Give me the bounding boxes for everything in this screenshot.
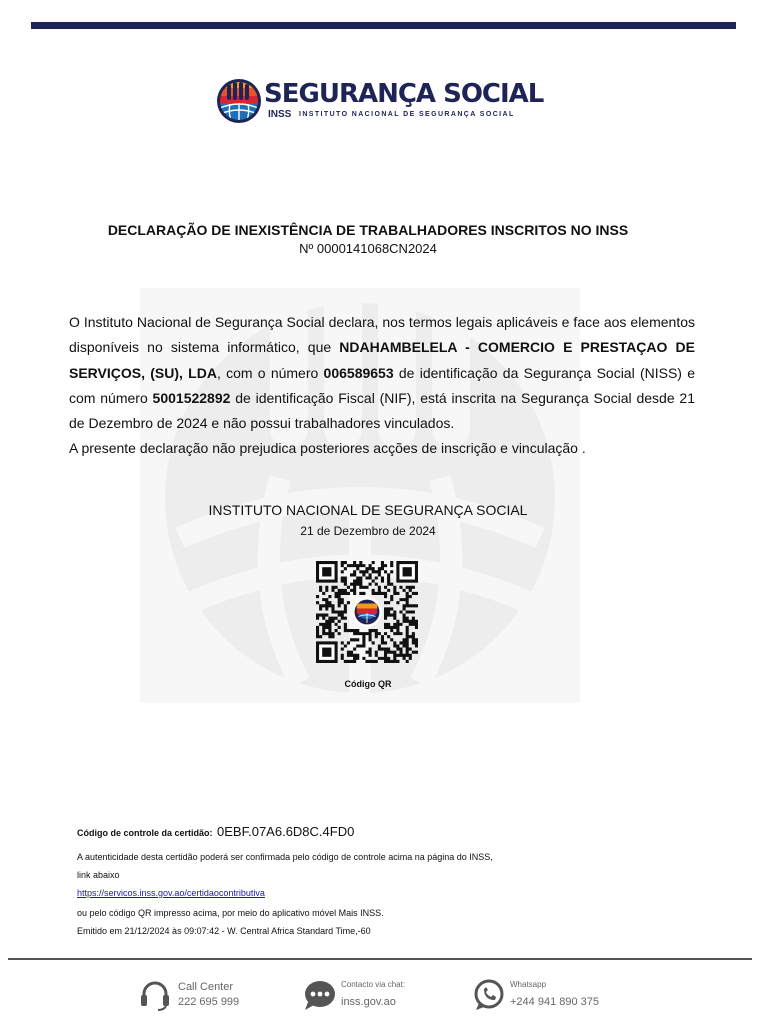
contact-value: 222 695 999	[178, 996, 240, 1008]
inss-logo	[216, 78, 546, 126]
contact-title: Contacto via chat:	[341, 980, 406, 989]
qr-label: Código QR	[344, 679, 392, 689]
verification-link[interactable]: https://servicos.inss.gov.ao/certidaocontributiva	[77, 888, 265, 898]
inss-emblem-icon	[216, 78, 262, 124]
contact-whatsapp	[472, 978, 612, 1012]
qr-instruction-line: ou pelo código QR impresso acima, por meio do aplicativo móvel Mais INSS.	[77, 908, 384, 918]
brand-title: SEGURANÇA SOCIAL	[264, 79, 544, 109]
auth-line-2: link abaixo	[77, 870, 120, 880]
declaration-body	[69, 310, 695, 462]
document-title: DECLARAÇÃO DE INEXISTÊNCIA DE TRABALHADORES INSCRITOS NO INSS	[107, 222, 629, 238]
emitted-line: Emitido em 21/12/2024 às 09:07:42 - W. Central Africa Standard Time,-60	[77, 926, 371, 936]
company-name: NDAHAMBELELA - COMERCIO E PRESTAÇAO DE SERVIÇOS, (SU), LDA	[69, 339, 695, 381]
control-code-value: 0EBF.07A6.6D8C.4FD0	[217, 824, 355, 839]
contact-chat	[302, 978, 432, 1012]
body-text-4: de identificação Fiscal (NIF), está inscrita na Segurança Social desde 21 de Dezembro de 2024 e não possui trabalhadores vinculados.	[69, 389, 696, 432]
body-text-2: , com o número	[216, 364, 324, 381]
chat-icon	[302, 978, 336, 1012]
body-text-1: O Instituto Nacional de Segurança Social declara, nos termos legais aplicáveis e face aos elementos disponíveis no sistema informático, que	[69, 314, 695, 356]
contact-call-center	[138, 978, 268, 1012]
footer-divider	[8, 958, 752, 960]
auth-line-1: A autenticidade desta certidão poderá ser confirmada pelo código de controle acima na página do INSS,	[77, 852, 493, 862]
control-code-line	[77, 824, 354, 839]
top-bar	[31, 22, 736, 29]
contact-value[interactable]: inss.gov.ao	[341, 996, 396, 1008]
issue-date: 21 de Dezembro de 2024	[300, 524, 436, 538]
issuing-organization: INSTITUTO NACIONAL DE SEGURANÇA SOCIAL	[208, 502, 528, 518]
body-text-3: de identificação da Segurança Social (NISS) e com número	[69, 364, 695, 406]
contact-title: Call Center	[178, 981, 234, 993]
headset-icon	[138, 978, 172, 1012]
qr-code[interactable]	[316, 561, 418, 663]
contact-value: +244 941 890 375	[510, 996, 600, 1008]
document-number: Nº 0000141068CN2024	[299, 241, 437, 256]
disclaimer-paragraph: A presente declaração não prejudica posteriores acções de inscrição e vinculação .	[69, 440, 586, 457]
declaration-paragraph	[69, 310, 695, 436]
control-code-label: Código de controle da certidão:	[77, 828, 213, 838]
qr-center-logo-icon	[355, 600, 380, 625]
whatsapp-icon	[472, 978, 506, 1012]
brand-acronym: INSS	[268, 109, 292, 120]
niss-number: 006589653	[323, 364, 394, 381]
nif-number: 5001522892	[152, 389, 231, 406]
contact-title: Whatsapp	[510, 980, 547, 989]
brand-subtitle: INSTITUTO NACIONAL DE SEGURANÇA SOCIAL	[299, 111, 515, 118]
